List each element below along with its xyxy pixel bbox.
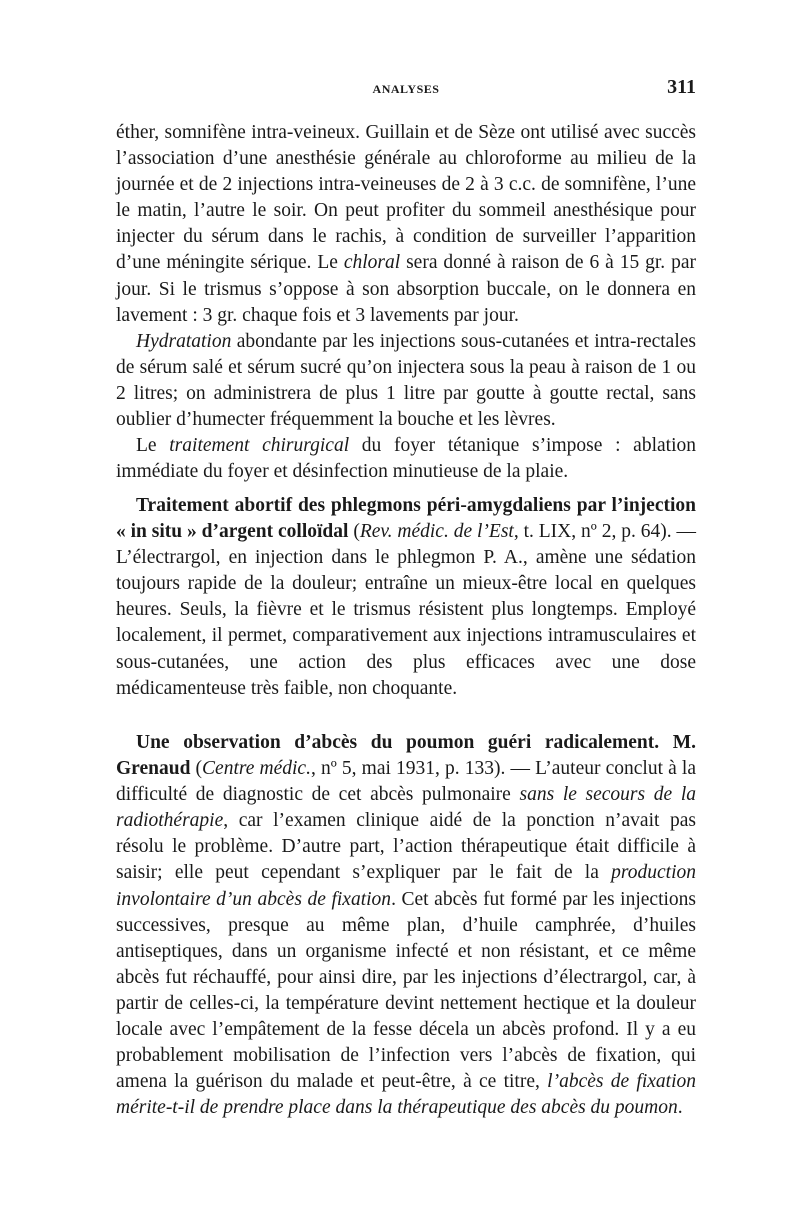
reference-text: , t. LIX, nº 2, p. 64).: [513, 521, 672, 543]
section-lung-abscess-abstract: [116, 730, 696, 1121]
italic-phrase: sans le secours de la radiothérapie: [116, 784, 696, 832]
abstract-text: , car l’examen clinique aidé de la ponction n’avait pas résolu le problème. D’autre part, l’action thérapeutique était difficile à saisir; elle peut cependant s’expliquer par le fait de la: [116, 810, 696, 884]
italic-phrase: l’abcès de fixation mérite-t-il de prendre place dans la thérapeutique des abcès du poumon: [116, 1071, 696, 1119]
paragraph-text: sera donné à raison de 6 à 15 gr. par jour. Si le trismus s’oppose à son absorption buccale, on le donnera en lavement : 3 gr. chaque fois et 3 lavements par jour.: [116, 252, 696, 326]
paragraph: [116, 433, 696, 485]
abstract-title: Traitement abortif des phlegmons péri-amygdaliens par l’injection « in situ » d’argent colloïdal: [116, 495, 696, 543]
paragraph-text: abondante par les injections sous-cutanées et intra-rectales de sérum salé et sérum sucré qu’on injectera sous la peau à raison de 1 ou 2 litres; on administrera de plus 1 litre par goutte à goutte rectal, sans oublier d’humecter fréquemment la bouche et les lèvres.: [116, 330, 696, 431]
italic-term: chloral: [343, 252, 401, 274]
abstract-text: — L’auteur conclut à la difficulté de diagnostic de cet abcès pulmonaire: [116, 758, 696, 806]
italic-phrase: production involontaire d’un abcès de fixation: [116, 862, 696, 910]
abstract-paragraph: [116, 730, 696, 1121]
abstract-title: Une observation d’abcès du poumon guéri radicalement. M. Grenaud: [116, 732, 696, 780]
page-number: 311: [667, 76, 696, 98]
paragraph-text: éther, somnifène intra-veineux. Guillain et de Sèze ont utilisé avec succès l’association d’une anesthésie générale au chloroforme au milieu de la journée et de 2 injections intra-veineuses de 2 à 3 c.c. de somnifène, l’une le matin, l’autre le soir. On peut profiter du sommeil anesthésique pour injecter du sérum dans le rachis, à condition de surveiller l’apparition d’une méningite sérique. Le: [116, 122, 696, 274]
section-phlegmon-abstract: [116, 493, 696, 702]
abstract-text: . Cet abcès fut formé par les injections successives, presque au même plan, d’huile camphrée, d’huiles antiseptiques, dans un organisme infecté et non résistant, et ce même abcès fut réchauffé, pour ainsi dire, par les injections d’électrargol, car, à partir de celles-ci, la température devint nettement hectique et la douleur locale avec l’empâtement de la fesse décela un abcès profond. Il y a eu probablement mobilisation de l’infection vers l’abcès de fixation, qui amena la guérison du malade et peut-être, à ce titre,: [116, 888, 696, 1093]
italic-term: traitement chirurgical: [169, 435, 350, 457]
paragraph: [116, 329, 696, 433]
paragraph: [116, 120, 696, 329]
paragraph-text: Le: [136, 435, 170, 457]
reference-text: (: [348, 521, 360, 543]
abstract-paragraph: [116, 493, 696, 702]
reference-text: (: [190, 758, 203, 780]
abstract-text: — L’électrargol, en injection dans le phlegmon P. A., amène une sédation toujours rapide de la douleur; entraîne un mieux-être local en quelques heures. Seuls, la fièvre et le trismus résistent plus longtemps. Employé localement, il permet, comparativement aux injections intramusculaires et sous-cutanées, une action des plus efficaces avec une dose médicamenteuse très faible, non choquante.: [116, 521, 696, 699]
running-head: ANALYSES: [372, 82, 440, 96]
paragraph-text: du foyer tétanique s’impose : ablation immédiate du foyer et désinfection minutieuse de la plaie.: [116, 435, 696, 483]
reference-text: , nº 5, mai 1931, p. 133).: [310, 758, 506, 780]
page-header: [116, 76, 696, 102]
italic-term: Hydratation: [136, 330, 232, 352]
journal-name: Rev. médic. de l’Est: [359, 521, 514, 543]
abstract-text: .: [677, 1097, 683, 1119]
journal-name: Centre médic.: [202, 758, 311, 780]
section-tetanus-treatment: [116, 120, 696, 485]
